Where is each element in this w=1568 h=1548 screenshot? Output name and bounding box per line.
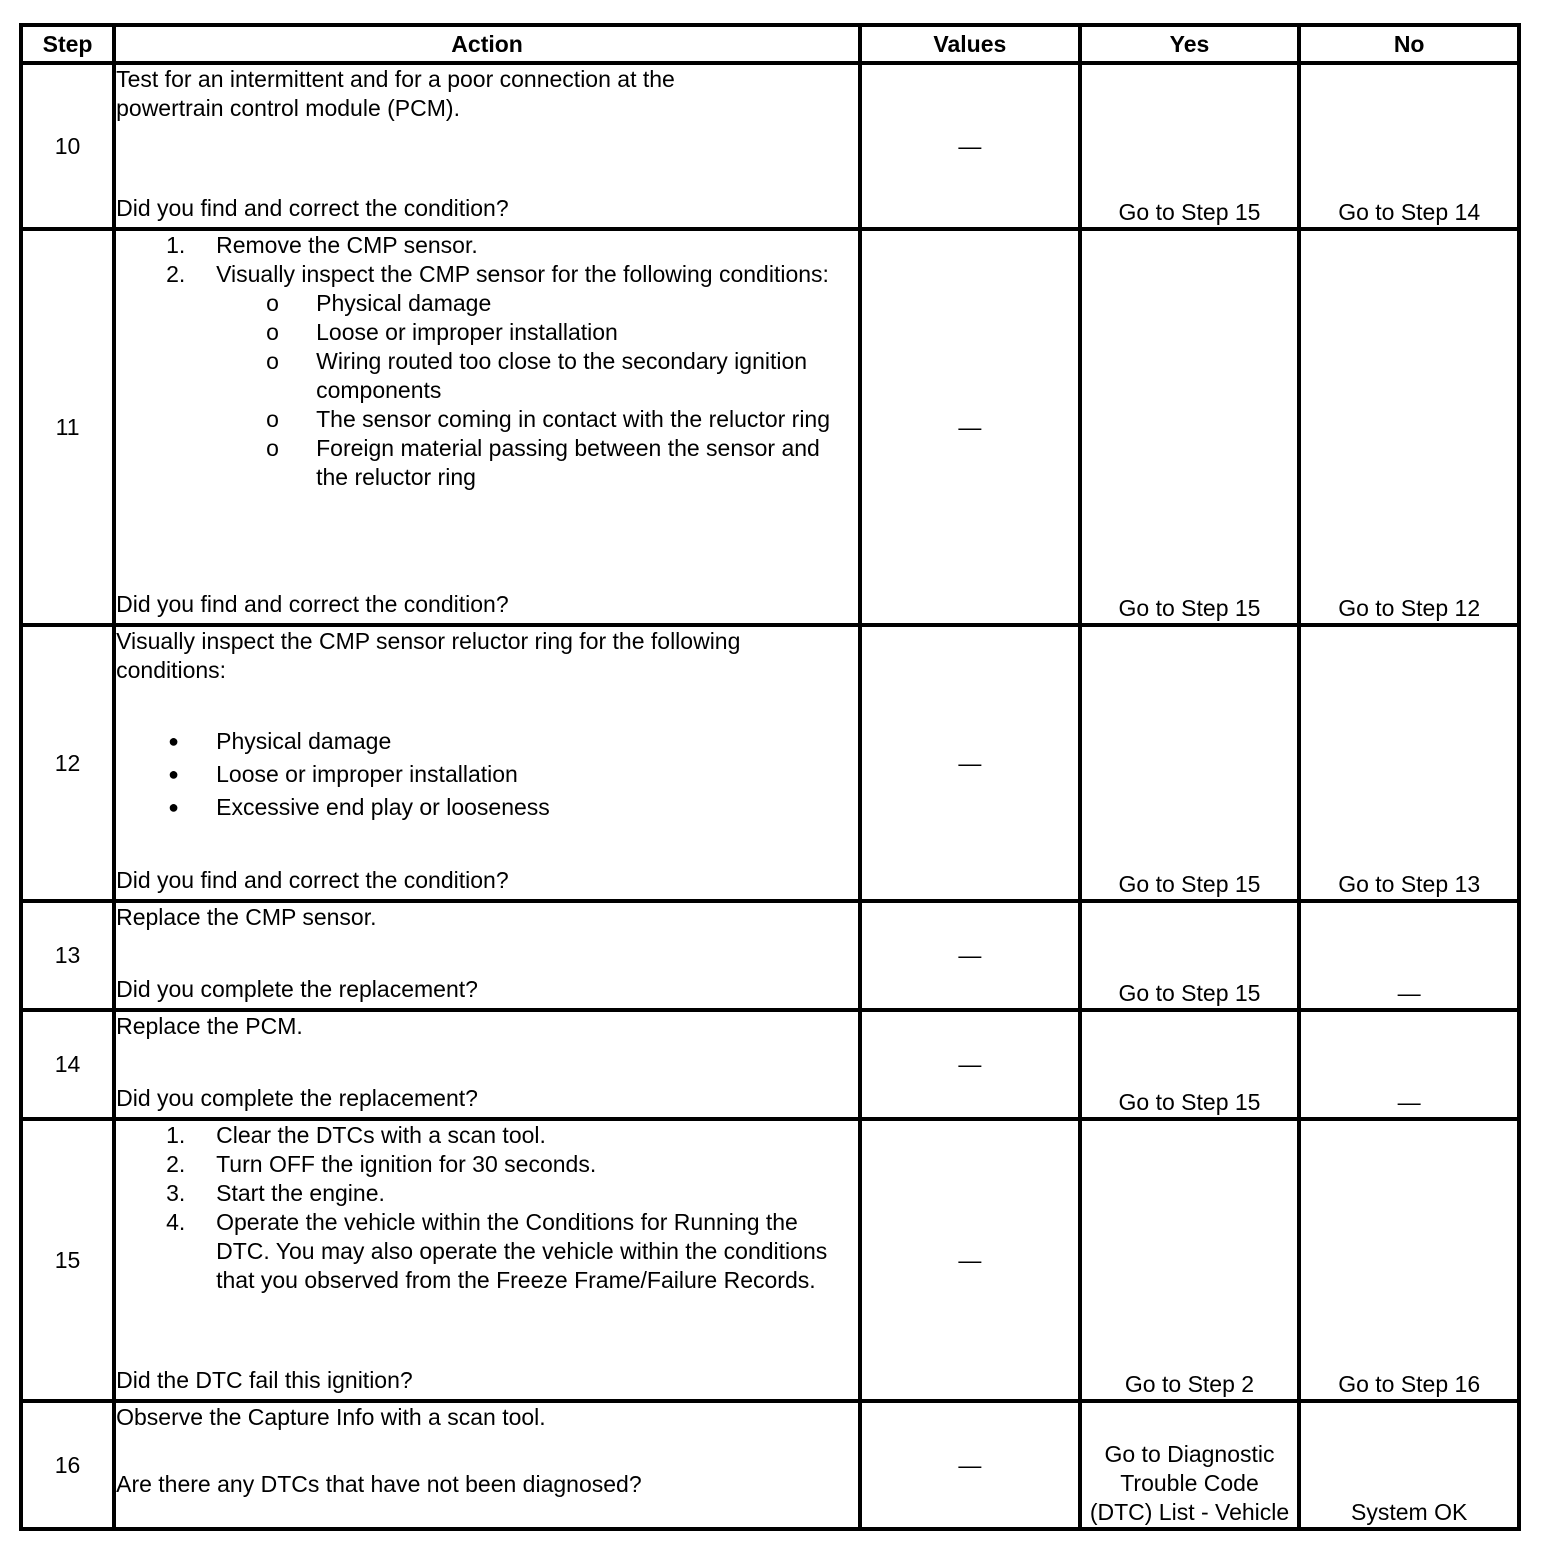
- action-cell: [114, 1401, 860, 1529]
- list-item: 1. Remove the CMP sensor.: [166, 232, 478, 258]
- header-action: Action: [114, 25, 860, 63]
- table-row-step-13: [21, 901, 1519, 1010]
- no-cell: Go to Step 13: [1299, 625, 1519, 901]
- step-number: 13: [21, 901, 114, 1010]
- action-text: Replace the PCM.: [116, 1013, 303, 1039]
- sub-list-item: o The sensor coming in contact with the reluctor ring: [266, 406, 831, 432]
- yes-cell: Go to Step 15: [1080, 1010, 1300, 1119]
- header-yes: Yes: [1080, 25, 1300, 63]
- sub-list-item: o Loose or improper installation: [266, 319, 618, 345]
- values-cell: —: [860, 1401, 1080, 1529]
- action-text: Test for an intermittent and for a poor connection at the powertrain control module (PCM).: [116, 66, 675, 121]
- yes-cell: Go to Diagnostic Trouble Code (DTC) List - Vehicle: [1080, 1401, 1300, 1529]
- table-row-step-14: [21, 1010, 1519, 1119]
- action-question: Did you find and correct the condition?: [116, 867, 509, 893]
- values-cell: —: [860, 625, 1080, 901]
- no-cell: Go to Step 12: [1299, 229, 1519, 625]
- values-cell: —: [860, 229, 1080, 625]
- step-number: 10: [21, 63, 114, 229]
- table-row-step-11: [21, 229, 1519, 625]
- list-item: 2. Turn OFF the ignition for 30 seconds.: [166, 1151, 597, 1177]
- action-question: Did you complete the replacement?: [116, 976, 478, 1002]
- bullet-list: [116, 725, 858, 824]
- list-item: ● Loose or improper installation: [168, 761, 518, 787]
- action-text: Observe the Capture Info with a scan tool.: [116, 1404, 546, 1430]
- yes-cell: Go to Step 15: [1080, 625, 1300, 901]
- sub-list-item: o Wiring routed too close to the secondary ignition components: [266, 348, 808, 403]
- action-question: Did you find and correct the condition?: [116, 591, 509, 617]
- diagnostic-table: [19, 23, 1521, 1531]
- no-cell: Go to Step 14: [1299, 63, 1519, 229]
- step-number: 15: [21, 1119, 114, 1401]
- values-cell: —: [860, 1010, 1080, 1119]
- numbered-list: [116, 1121, 858, 1295]
- no-cell: —: [1299, 1010, 1519, 1119]
- action-question: Did you complete the replacement?: [116, 1085, 478, 1111]
- step-number: 16: [21, 1401, 114, 1529]
- list-item: ● Physical damage: [168, 728, 392, 754]
- action-cell: [114, 1010, 860, 1119]
- sub-list-item: o Foreign material passing between the sensor and the reluctor ring: [266, 435, 820, 490]
- action-cell: [114, 625, 860, 901]
- values-cell: —: [860, 63, 1080, 229]
- header-row: [21, 25, 1519, 63]
- list-item: 3. Start the engine.: [166, 1180, 385, 1206]
- action-cell: [114, 229, 860, 625]
- values-cell: —: [860, 1119, 1080, 1401]
- no-cell: System OK: [1299, 1401, 1519, 1529]
- action-text: Replace the CMP sensor.: [116, 904, 377, 930]
- list-item: ● Excessive end play or looseness: [168, 794, 550, 820]
- action-cell: [114, 63, 860, 229]
- yes-cell: Go to Step 2: [1080, 1119, 1300, 1401]
- action-cell: [114, 901, 860, 1010]
- table-row-step-10: [21, 63, 1519, 229]
- action-question: Did you find and correct the condition?: [116, 195, 509, 221]
- list-item: 2. Visually inspect the CMP sensor for the following conditions: o Physical damage o Loose or improper installation o Wiring routed too close to the secondary ignition components o The sensor coming in contact with the reluctor ring o Foreign material passing between the sensor and the reluctor ring: [116, 260, 858, 492]
- step-number: 12: [21, 625, 114, 901]
- no-cell: —: [1299, 901, 1519, 1010]
- list-item: 1. Clear the DTCs with a scan tool.: [166, 1122, 546, 1148]
- step-number: 14: [21, 1010, 114, 1119]
- action-question: Did the DTC fail this ignition?: [116, 1367, 413, 1393]
- action-text: Visually inspect the CMP sensor reluctor ring for the following conditions:: [116, 628, 741, 683]
- header-no: No: [1299, 25, 1519, 63]
- table-row-step-16: [21, 1401, 1519, 1529]
- yes-cell: Go to Step 15: [1080, 63, 1300, 229]
- yes-cell: Go to Step 15: [1080, 229, 1300, 625]
- action-cell: [114, 1119, 860, 1401]
- list-item: 4. Operate the vehicle within the Conditions for Running the DTC. You may also operate the vehicle within the conditions that you observed from the Freeze Frame/Failure Records.: [166, 1209, 828, 1293]
- values-cell: —: [860, 901, 1080, 1010]
- step-number: 11: [21, 229, 114, 625]
- numbered-list: [116, 231, 858, 492]
- header-values: Values: [860, 25, 1080, 63]
- yes-cell: Go to Step 15: [1080, 901, 1300, 1010]
- header-step: Step: [21, 25, 114, 63]
- action-question: Are there any DTCs that have not been diagnosed?: [116, 1471, 642, 1497]
- sub-list: [116, 289, 858, 492]
- no-cell: Go to Step 16: [1299, 1119, 1519, 1401]
- table-row-step-12: [21, 625, 1519, 901]
- table-row-step-15: [21, 1119, 1519, 1401]
- sub-list-item: o Physical damage: [266, 290, 492, 316]
